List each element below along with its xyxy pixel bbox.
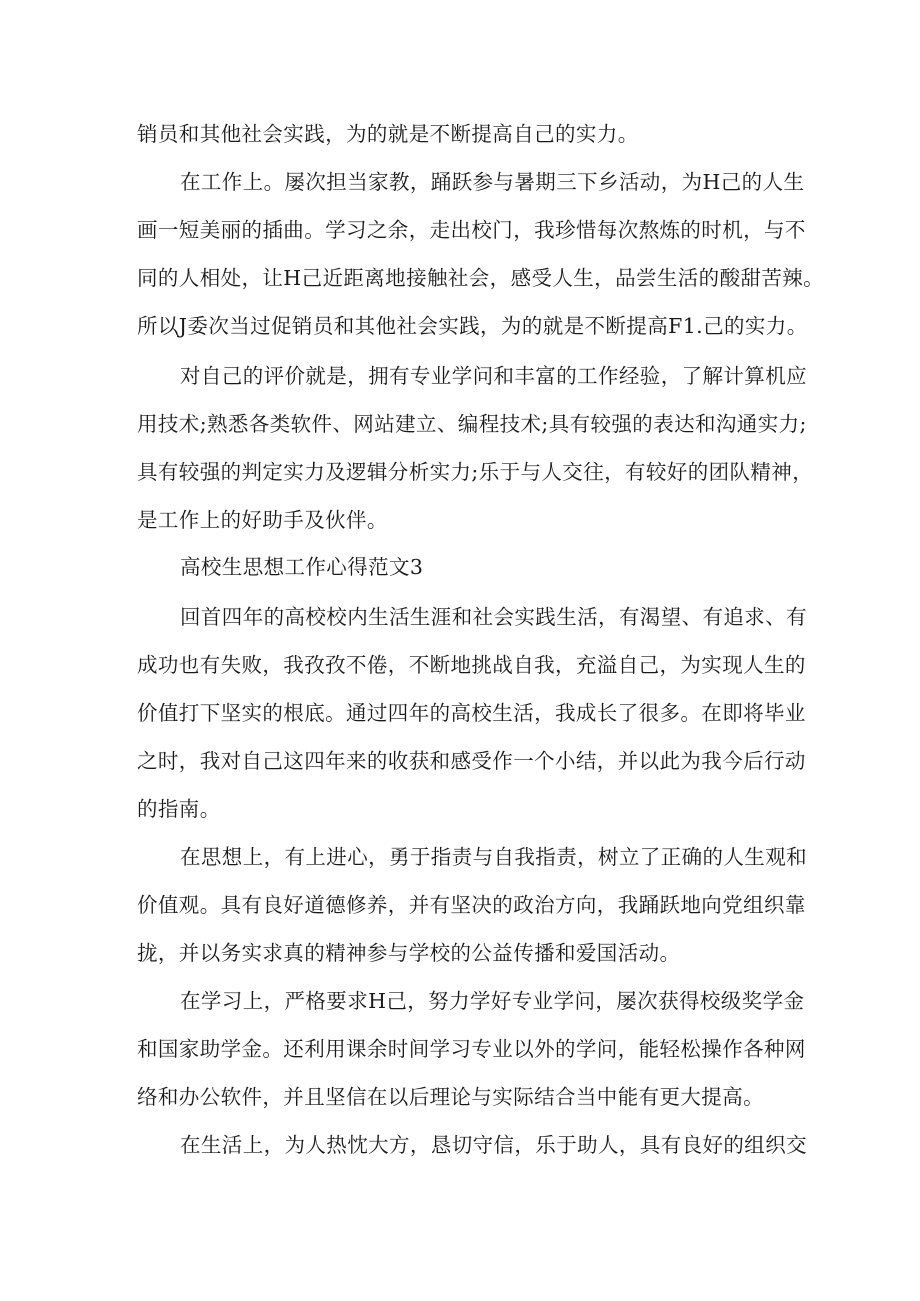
text-line: 具有较强的判定实力及逻辑分析实力;乐于与人交往，有较好的团队精神，	[137, 460, 814, 484]
text-line: 是工作上的好助手及伙伴。	[137, 508, 388, 532]
section-heading	[137, 543, 797, 591]
paragraph-study	[137, 977, 806, 1121]
text-line: 所以J委次当过促销员和其他社会实践，为的就是不断提高F1.己的实力。	[137, 314, 808, 338]
text-line: 同的人相处，让H己近距离地接触社会，感受人生，品尝生活的酸甜苦辣。	[137, 266, 825, 290]
text-line: 的指南。	[137, 797, 221, 821]
paragraph-work	[137, 158, 825, 350]
text-line: 在思想上，有上进心，勇于指责与自我指责，树立了正确的人生观和	[180, 845, 807, 869]
paragraph-review	[137, 593, 807, 833]
paragraph-life	[137, 1121, 807, 1169]
text-line: 在生活上，为人热忱大方，恳切守信，乐于助人，具有良好的组织交	[180, 1133, 807, 1157]
text-line: 用技术;熟悉各类软件、网站建立、编程技术;具有较强的表达和沟通实力;	[137, 412, 807, 436]
text-line: 价值观。具有良好道德修养，并有坚决的政治方向，我踊跃地向党组织靠	[137, 893, 806, 917]
text-line: 画一短美丽的插曲。学习之余，走出校门，我珍惜每次熬炼的时机，与不	[137, 218, 806, 242]
text-line: 络和办公软件，并且坚信在以后理论与实际结合当中能有更大提高。	[137, 1085, 764, 1109]
text-line: 成功也有失败，我孜孜不倦，不断地挑战自我，充溢自己，为实现人生的	[137, 653, 806, 677]
text-line: 高校生思想工作心得范文3	[180, 555, 424, 579]
text-line: 在学习上，严格要求H己，努力学好专业学问，屡次获得校级奖学金	[180, 989, 805, 1013]
text-line: 之时，我对自己这四年来的收获和感受作一个小结，并以此为我今后行动	[137, 749, 806, 773]
text-line: 拢，并以务实求真的精神参与学校的公益传播和爱国活动。	[137, 941, 681, 965]
paragraph-continuation	[137, 110, 797, 158]
text-line: 销员和其他社会实践，为的就是不断提高自己的实力。	[137, 122, 639, 146]
text-line: 回首四年的高校校内生活生涯和社会实践生活，有渴望、有追求、有	[180, 605, 807, 629]
paragraph-self-evaluation	[137, 352, 814, 544]
paragraph-thought	[137, 833, 807, 977]
text-line: 对自己的评价就是，拥有专业学问和丰富的工作经验，了解计算机应	[180, 364, 807, 388]
text-line: 价值打下坚实的根底。通过四年的高校生活，我成长了很多。在即将毕业	[137, 701, 806, 725]
text-line: 在工作上。屡次担当家教，踊跃参与暑期三下乡活动，为H己的人生	[180, 170, 805, 194]
text-line: 和国家助学金。还利用课余时间学习专业以外的学问，能轻松操作各种网	[137, 1037, 806, 1061]
